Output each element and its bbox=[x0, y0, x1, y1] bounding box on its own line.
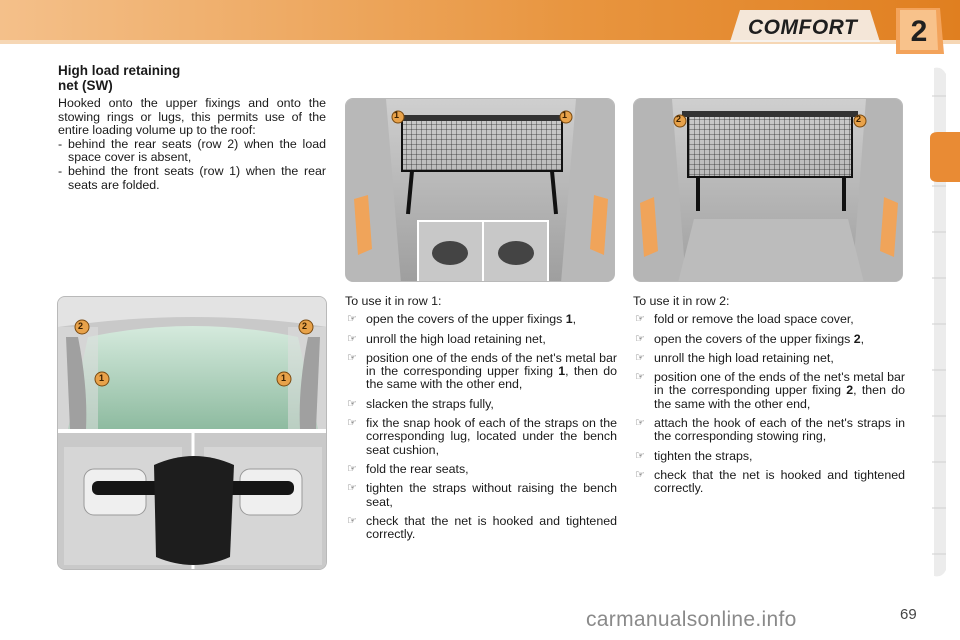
fixing-label: 2 bbox=[676, 114, 682, 124]
illustration-row2-net bbox=[633, 98, 903, 282]
chapter-number: 2 bbox=[910, 15, 928, 48]
pointing-hand-icon: ☞ bbox=[347, 313, 357, 326]
heading-line-1: High load retaining bbox=[58, 63, 181, 78]
row1-step: ☞ position one of the ends of the net's metal bar in the corresponding upper fixing 1, then do the same with the other end, bbox=[347, 350, 617, 392]
intro-paragraph: Hooked onto the upper fixings and onto the stowing rings or lugs, this permits use of the entire loading volume up to the roof: bbox=[58, 96, 326, 138]
row1-step: ☞ unroll the high load retaining net, bbox=[347, 331, 546, 346]
fixing-label: 2 bbox=[302, 321, 308, 331]
pointing-hand-icon: ☞ bbox=[347, 462, 357, 475]
pointing-hand-icon: ☞ bbox=[635, 468, 645, 481]
row2-step: ☞ position one of the ends of the net's metal bar in the corresponding upper fixing 2, then do the same with the other end, bbox=[635, 370, 905, 411]
intro-list-item: - behind the front seats (row 1) when the rear seats are folded. bbox=[58, 165, 326, 192]
fixing-label: 2 bbox=[78, 321, 84, 331]
fixing-label: 1 bbox=[281, 373, 287, 383]
row1-step: ☞ tighten the straps without raising the bench seat, bbox=[347, 481, 617, 509]
intro-list-item: - behind the rear seats (row 2) when the load space cover is absent, bbox=[58, 138, 326, 165]
pointing-hand-icon: ☞ bbox=[635, 371, 645, 384]
row1-step: ☞ check that the net is hooked and tightened correctly. bbox=[347, 513, 617, 542]
pointing-hand-icon: ☞ bbox=[347, 482, 357, 495]
chapter-tab-index[interactable] bbox=[928, 66, 960, 578]
fixing-label: 1 bbox=[99, 373, 105, 383]
pointing-hand-icon: ☞ bbox=[347, 417, 357, 430]
pointing-hand-icon: ☞ bbox=[635, 351, 645, 364]
pointing-hand-icon: ☞ bbox=[347, 514, 357, 527]
row2-instructions bbox=[633, 295, 905, 502]
row2-step: ☞ attach the hook of each of the net's straps in the corresponding stowing ring, bbox=[635, 416, 905, 444]
row1-lead: To use it in row 1: bbox=[345, 294, 442, 308]
row1-instructions bbox=[345, 295, 617, 547]
fixing-label: 1 bbox=[394, 110, 400, 120]
row2-step: ☞ tighten the straps, bbox=[635, 448, 753, 463]
pointing-hand-icon: ☞ bbox=[635, 332, 645, 345]
row2-step: ☞ check that the net is hooked and tightened correctly. bbox=[635, 467, 905, 496]
row1-steps bbox=[345, 313, 617, 541]
page-number: 69 bbox=[900, 606, 917, 623]
heading-line-2: net (SW) bbox=[58, 78, 113, 93]
illustration-row1-net bbox=[345, 98, 615, 282]
row2-step: ☞ unroll the high load retaining net, bbox=[635, 350, 834, 365]
row2-lead: To use it in row 2: bbox=[633, 294, 730, 308]
intro-block bbox=[58, 97, 326, 192]
row1-step: ☞ open the covers of the upper fixings 1, bbox=[347, 312, 577, 327]
pointing-hand-icon: ☞ bbox=[635, 417, 645, 430]
pointing-hand-icon: ☞ bbox=[635, 449, 645, 462]
row2-step: ☞ fold or remove the load space cover, bbox=[635, 312, 854, 327]
fixing-label: 2 bbox=[856, 114, 862, 124]
row1-step: ☞ fix the snap hook of each of the straps on the corresponding lug, located under the bench seat cushion, bbox=[347, 416, 617, 457]
section-title: COMFORT bbox=[748, 16, 858, 39]
intro-list bbox=[58, 138, 326, 192]
page-header bbox=[0, 0, 960, 62]
section-heading bbox=[58, 63, 258, 93]
row2-steps bbox=[633, 313, 905, 495]
pointing-hand-icon: ☞ bbox=[635, 313, 645, 326]
pointing-hand-icon: ☞ bbox=[347, 332, 357, 345]
pointing-hand-icon: ☞ bbox=[347, 397, 357, 410]
site-watermark: carmanualsonline.info bbox=[586, 608, 797, 631]
row1-step: ☞ fold the rear seats, bbox=[347, 461, 469, 476]
fixing-label: 1 bbox=[562, 110, 568, 120]
pointing-hand-icon: ☞ bbox=[347, 351, 357, 364]
row2-step: ☞ open the covers of the upper fixings 2, bbox=[635, 331, 865, 346]
row1-step: ☞ slacken the straps fully, bbox=[347, 396, 494, 411]
illustration-interior-fixings bbox=[57, 296, 327, 570]
